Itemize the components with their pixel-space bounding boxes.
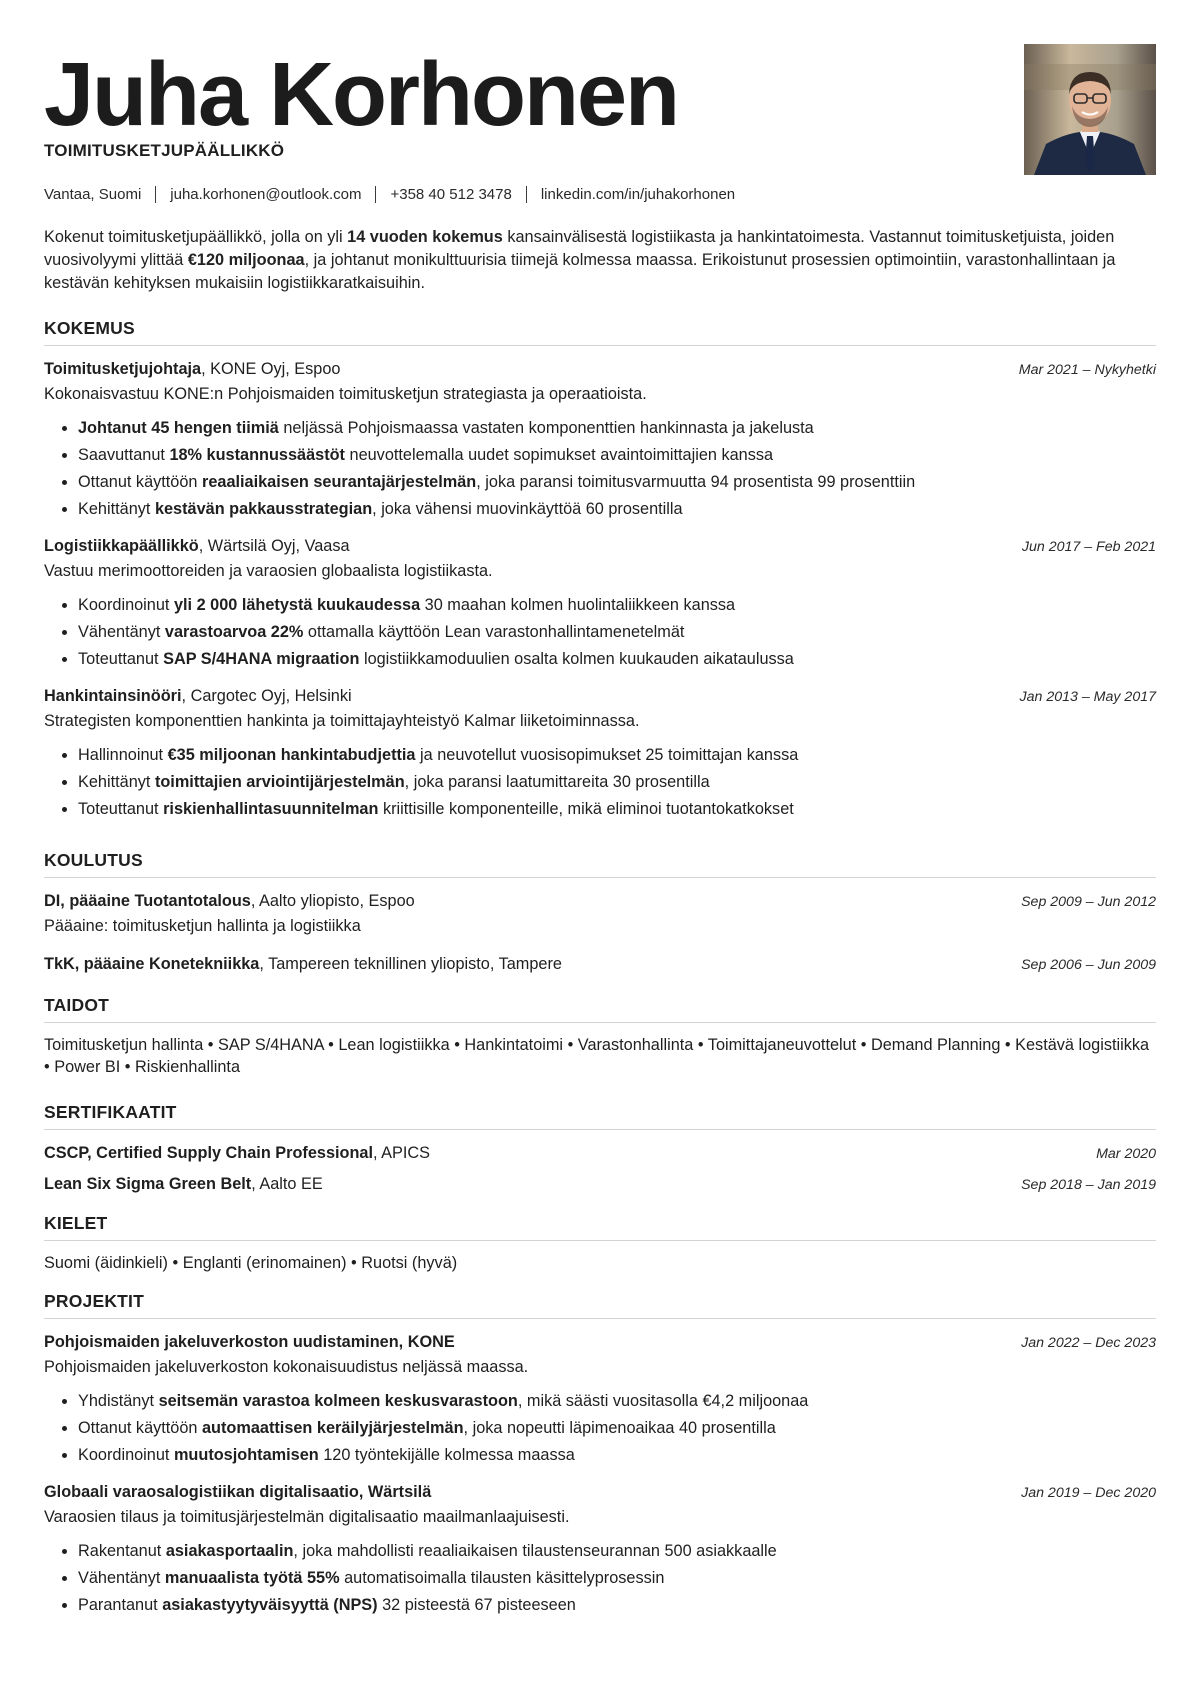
certificate-entry <box>44 1142 1156 1165</box>
portrait-image <box>1024 44 1156 175</box>
achievement-list <box>44 742 1156 823</box>
list-item: • Saavuttanut 18% kustannussäästöt neuvottelemalla uudet sopimukset avaintoimittajien kanssa <box>78 442 1156 469</box>
experience-entry <box>44 358 1156 523</box>
section-heading: KOKEMUS <box>44 318 1156 346</box>
school: , Aalto yliopisto, Espoo <box>250 892 415 910</box>
achievement-list <box>44 1388 1156 1469</box>
section-heading: KIELET <box>44 1213 1156 1241</box>
profile-photo <box>1024 44 1156 175</box>
entry-date: Sep 2018 – Jan 2019 <box>1021 1177 1156 1193</box>
list-item: • Johtanut 45 hengen tiimiä neljässä Pohjoismaassa vastaten komponenttien hankinnasta ja jakelusta <box>78 415 1156 442</box>
experience-entry <box>44 685 1156 823</box>
entry-description: Pohjoismaiden jakeluverkoston kokonaisuudistus neljässä maassa. <box>44 1358 529 1376</box>
summary-text: Kokenut toimitusketjupäällikkö, jolla on yli <box>44 228 348 246</box>
entry-date: Sep 2009 – Jun 2012 <box>1021 894 1156 910</box>
entry-title <box>44 358 340 380</box>
entry-header <box>44 1331 1156 1354</box>
skills-list: Toimitusketjun hallinta • SAP S/4HANA • Lean logistiikka • Hankintatoimi • Varastonhallinta • Toimittajaneuvottelut • Demand Planning • Kestävä logistiikka • Power BI • Riskienhallinta <box>44 1036 1150 1076</box>
job-org: , Cargotec Oyj, Helsinki <box>181 687 352 705</box>
section-heading: TAIDOT <box>44 995 1156 1023</box>
entry-header <box>44 890 1156 913</box>
project-entry <box>44 1481 1156 1619</box>
candidate-name: Juha Korhonen <box>44 45 679 145</box>
entry-title <box>44 953 562 975</box>
list-item: • Hallinnoinut €35 miljoonan hankintabudjettia ja neuvotellut vuosisopimukset 25 toimittajan kanssa <box>78 742 1156 769</box>
summary-text: kansainvälisestä logistiikasta ja hankintatoimesta. Vastannut toimitusketjuista, joiden vuosivolyymi ylittää <box>44 228 1115 269</box>
entry-title <box>44 1142 430 1164</box>
entry-header <box>44 1481 1156 1504</box>
certificate-entry <box>44 1173 1156 1196</box>
list-item: • Kehittänyt toimittajien arviointijärjestelmän, joka paransi laatumittareita 30 prosentilla <box>78 769 1156 796</box>
entry-title <box>44 685 352 707</box>
certificate-name: Lean Six Sigma Green Belt <box>44 1175 252 1193</box>
experience-section <box>44 318 1156 823</box>
job-role: Hankintainsinööri <box>44 687 182 705</box>
languages-list: Suomi (äidinkieli) • Englanti (erinomainen) • Ruotsi (hyvä) <box>44 1254 458 1272</box>
list-item: • Toteuttanut SAP S/4HANA migraation logistiikkamoduulien osalta kolmen kuukauden aikataulussa <box>78 646 1156 673</box>
list-item: • Vähentänyt manuaalista työtä 55% automatisoimalla tilausten käsittelyprosessin <box>78 1565 1156 1592</box>
section-heading: PROJEKTIT <box>44 1291 1156 1319</box>
education-entry <box>44 890 1156 937</box>
project-entry <box>44 1331 1156 1469</box>
job-role: Logistiikkapäällikkö <box>44 537 199 555</box>
project-title: Globaali varaosalogistiikan digitalisaatio, Wärtsilä <box>44 1483 432 1501</box>
entry-header <box>44 953 1156 976</box>
job-org: , Wärtsilä Oyj, Vaasa <box>198 537 350 555</box>
entry-date: Jun 2017 – Feb 2021 <box>1021 539 1156 555</box>
linkedin-link[interactable]: linkedin.com/in/juhakorhonen <box>540 186 736 203</box>
entry-header <box>44 1173 1156 1196</box>
entry-title <box>44 1173 323 1195</box>
entry-header <box>44 535 1156 558</box>
school: , Tampereen teknillinen yliopisto, Tampere <box>259 955 562 973</box>
section-heading: SERTIFIKAATIT <box>44 1102 1156 1130</box>
list-item: • Rakentanut asiakasportaalin, joka mahdollisti reaaliaikaisen tilaustenseurannan 500 asiakkaalle <box>78 1538 1156 1565</box>
entry-header <box>44 685 1156 708</box>
entry-title <box>44 535 350 557</box>
achievement-list <box>44 592 1156 673</box>
certificate-org: , Aalto EE <box>251 1175 323 1193</box>
job-role: Toimitusketjujohtaja <box>44 360 202 378</box>
education-entry <box>44 953 1156 976</box>
experience-entry <box>44 535 1156 673</box>
certificates-section <box>44 1102 1156 1196</box>
location: Vantaa, Suomi <box>44 186 142 203</box>
entry-date: Sep 2006 – Jun 2009 <box>1021 957 1156 973</box>
list-item: • Koordinoinut yli 2 000 lähetystä kuukaudessa 30 maahan kolmen huolintaliikkeen kanssa <box>78 592 1156 619</box>
entry-description: Varaosien tilaus ja toimitusjärjestelmän digitalisaatio maailmanlaajuisesti. <box>44 1508 570 1526</box>
section-heading: KOULUTUS <box>44 850 1156 878</box>
education-section <box>44 850 1156 976</box>
contact-info <box>44 186 735 203</box>
skills-section <box>44 995 1156 1078</box>
achievement-list <box>44 1538 1156 1619</box>
projects-section <box>44 1291 1156 1619</box>
list-item: • Parantanut asiakastyytyväisyyttä (NPS) 32 pisteestä 67 pisteeseen <box>78 1592 1156 1619</box>
certificate-org: , APICS <box>373 1144 431 1162</box>
entry-description: Strategisten komponenttien hankinta ja toimittajayhteistyö Kalmar liiketoiminnassa. <box>44 712 640 730</box>
entry-date: Jan 2022 – Dec 2023 <box>1021 1335 1156 1351</box>
list-item: • Ottanut käyttöön automaattisen keräilyjärjestelmän, joka nopeutti läpimenoaikaa 40 prosentilla <box>78 1415 1156 1442</box>
entry-date: Mar 2021 – Nykyhetki <box>1018 362 1156 378</box>
entry-date: Mar 2020 <box>1096 1146 1156 1162</box>
entry-header <box>44 1142 1156 1165</box>
contact-divider <box>526 186 527 203</box>
list-item: • Ottanut käyttöön reaaliaikaisen seurantajärjestelmän, joka paransi toimitusvarmuutta 94 prosentista 99 prosenttiin <box>78 469 1156 496</box>
contact-divider <box>375 186 376 203</box>
entry-description: Vastuu merimoottoreiden ja varaosien globaalista logistiikasta. <box>44 562 493 580</box>
entry-description: Pääaine: toimitusketjun hallinta ja logistiikka <box>44 917 361 935</box>
profile-summary <box>44 226 1156 295</box>
entry-date: Jan 2013 – May 2017 <box>1019 689 1156 705</box>
certificate-name: CSCP, Certified Supply Chain Professional <box>44 1144 374 1162</box>
list-item: • Kehittänyt kestävän pakkausstrategian, joka vähensi muovinkäyttöä 60 prosentilla <box>78 496 1156 523</box>
summary-highlight: €120 miljoonaa <box>187 251 305 269</box>
email-link[interactable]: juha.korhonen@outlook.com <box>170 186 362 203</box>
project-title: Pohjoismaiden jakeluverkoston uudistaminen, KONE <box>44 1333 455 1351</box>
degree: DI, pääaine Tuotantotalous <box>44 892 251 910</box>
entry-header <box>44 358 1156 381</box>
summary-highlight: 14 vuoden kokemus <box>347 228 503 246</box>
phone-number[interactable]: +358 40 512 3478 <box>390 186 512 203</box>
languages-section <box>44 1213 1156 1274</box>
list-item: • Vähentänyt varastoarvoa 22% ottamalla käyttöön Lean varastonhallintamenetelmät <box>78 619 1156 646</box>
list-item: • Yhdistänyt seitsemän varastoa kolmeen keskusvarastoon, mikä säästi vuositasolla €4,2 miljoonaa <box>78 1388 1156 1415</box>
entry-title <box>44 890 415 912</box>
degree: TkK, pääaine Konetekniikka <box>44 955 260 973</box>
job-org: , KONE Oyj, Espoo <box>201 360 341 378</box>
summary-text: , ja johtanut monikulttuurisia tiimejä kolmessa maassa. Erikoistunut prosessien optimointiin, varastonhallintaan ja kestävän kehityksen mukaisiin logistiikkaratkaisuihin. <box>44 251 1116 292</box>
entry-description: Kokonaisvastuu KONE:n Pohjoismaiden toimitusketjun strategiasta ja operaatioista. <box>44 385 647 403</box>
list-item: • Koordinoinut muutosjohtamisen 120 työntekijälle kolmessa maassa <box>78 1442 1156 1469</box>
list-item: • Toteuttanut riskienhallintasuunnitelman kriittisille komponenteille, mikä eliminoi tuotantokatkokset <box>78 796 1156 823</box>
achievement-list <box>44 415 1156 523</box>
contact-divider <box>155 186 156 203</box>
entry-date: Jan 2019 – Dec 2020 <box>1021 1485 1156 1501</box>
job-title: TOIMITUSKETJUPÄÄLLIKKÖ <box>44 141 285 160</box>
